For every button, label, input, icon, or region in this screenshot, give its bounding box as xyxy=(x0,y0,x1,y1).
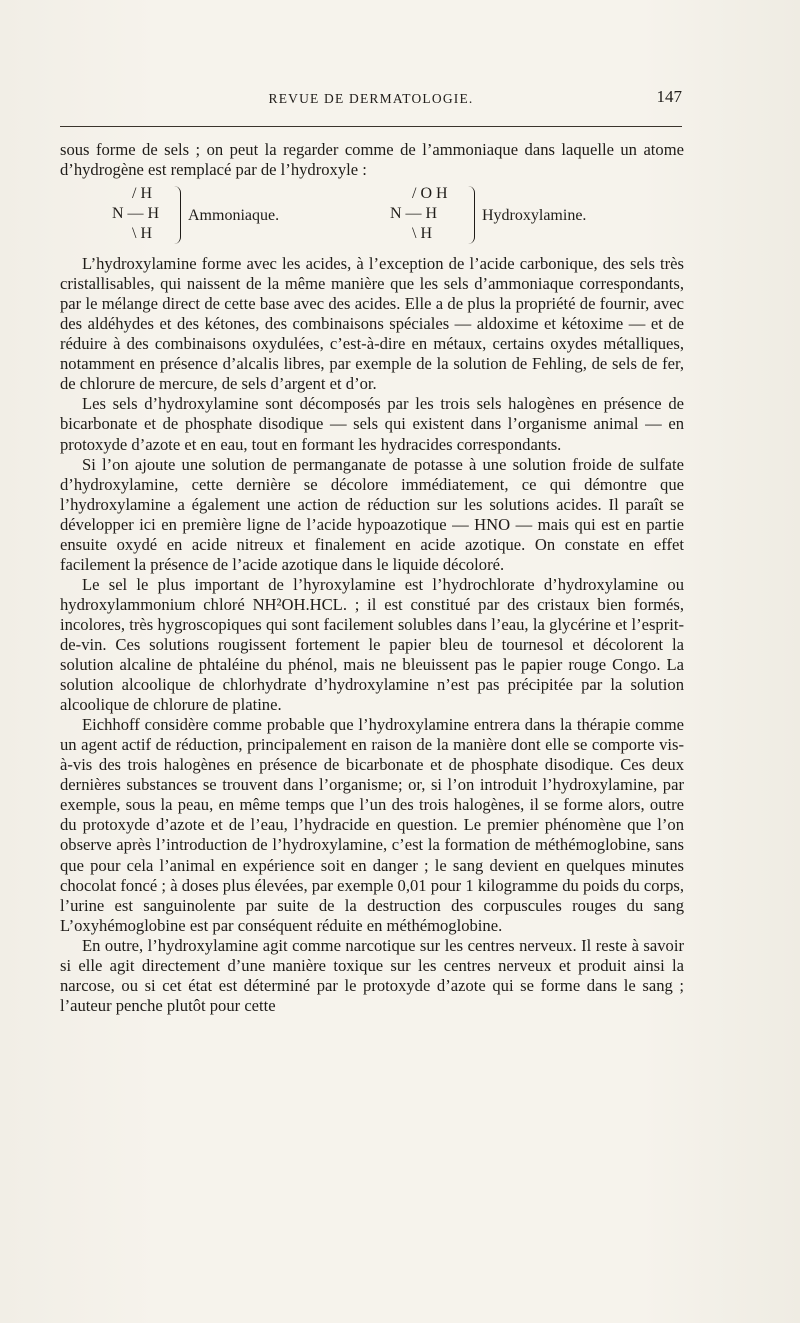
paragraph-halogens: Les sels d’hydroxylamine sont décomposés par les trois sels halogènes en présence de bicarbonate et de phosphate disodique — sels qui existent dans l’organisme animal — en protoxyde d’azote et en eau, tout en formant les hydracides correspondants. xyxy=(60,394,684,454)
paragraph-permanganate: Si l’on ajoute une solution de permanganate de potasse à une solution froide de sulfate d’hydroxylamine, cette dernière se décolore immédiatement, ce qui démontre que l’hydroxylamine a également une action de réduction sur les solutions acides. Il paraît se développer ici en première ligne de l’acide hypoazotique — HNO — mais qui est en partie ensuite oxydé en acide nitreux et finalement en acide azotique. On constate en effet facilement la présence de l’acide azotique dans le liquide décoloré. xyxy=(60,454,684,574)
formula-row xyxy=(60,184,684,252)
paragraph-hydrochlorate: Le sel le plus important de l’hyroxylamine est l’hydrochlorate d’hydroxylamine ou hydroxylammonium chloré NH²OH.HCL. ; il est constitué par des cristaux bien formés, incolores, très hygroscopiques qui sont facilement solubles dans l’eau, la glycérine et l’esprit-de-vin. Ces solutions rougissent fortement le papier bleu de tournesol et décolorent la solution alcaline de phtaléine du phénol, mais ne bleuissent pas le papier rouge Congo. La solution alcoolique de chlorhydrate d’hydroxylamine n’est pas précipitée par la solution alcoolique de chlorure de platine. xyxy=(60,574,684,715)
ammonia-line-1: / H xyxy=(132,185,152,203)
ammonia-brace xyxy=(174,186,181,244)
page-header xyxy=(60,86,682,116)
hydroxylamine-brace xyxy=(468,186,475,244)
hydroxylamine-name: Hydroxylamine. xyxy=(482,207,587,225)
body-text xyxy=(60,140,684,1016)
hydroxylamine-line-1: / O H xyxy=(412,185,448,203)
ammonia-formula xyxy=(112,184,332,250)
ammonia-line-3: \ H xyxy=(132,225,152,243)
ammonia-line-2: N — H xyxy=(112,205,160,223)
paragraph-reduction: L’hydroxylamine forme avec les acides, à l’exception de l’acide carbonique, des sels très cristallisables, qui naissent de la même manière que les sels d’ammoniaque correspondants, par le mélange direct de cette base avec des acides. Elle a de plus la propriété de fournir, avec des aldéhydes et des kétones, des combinaisons spéciales — aldoxime et kétoxime — et de réduire à des combinaisons oxydulées, c’est-à-dire en métaux, certains oxydes métalliques, notamment en présence d’alcalis libres, par exemple de la solution de Fehling, de sels de fer, de chlorure de mercure, de sels d’argent et d’or. xyxy=(60,254,684,394)
header-rule xyxy=(60,126,682,127)
page-number: 147 xyxy=(656,87,682,106)
ammonia-name: Ammoniaque. xyxy=(188,207,280,225)
intro-paragraph: sous forme de sels ; on peut la regarder comme de l’ammoniaque dans laquelle un atome d’hydrogène est remplacé par de l’hydroxyle : xyxy=(60,140,684,180)
running-title: REVUE DE DERMATOLOGIE. xyxy=(268,91,474,106)
hydroxylamine-line-3: \ H xyxy=(412,225,432,243)
hydroxylamine-line-2: N — H xyxy=(390,205,438,223)
paragraph-eichhoff: Eichhoff considère comme probable que l’hydroxylamine entrera dans la thérapie comme un agent actif de réduction, principalement en raison de la manière dont elle se comporte vis-à-vis des trois halogènes en présence de bicarbonate et de phosphate disodique. Ces deux dernières substances se trouvent dans l’organisme; or, si l’on introduit l’hydroxylamine, par exemple, sous la peau, en même temps que l’un des trois halogènes, il se forme alors, outre du protoxyde d’azote et de l’eau, l’hydracide en question. Le premier phénomène que l’on observe après l’introduction de l’hydroxylamine, c’est la formation de méthémoglobine, sans que pour cela l’animal en expérience soit en danger ; le sang devient en quelques minutes chocolat foncé ; à doses plus élevées, par exemple 0,01 pour 1 kilogramme du poids du corps, l’urine est sanguinolente par suite de la destruction des corpuscules rouges du sang L’oxyhémoglobine est par conséquent réduite en méthémoglobine. xyxy=(60,715,684,935)
hydroxylamine-formula xyxy=(390,184,680,250)
paragraph-narcotic: En outre, l’hydroxylamine agit comme narcotique sur les centres nerveux. Il reste à savoir si elle agit directement d’une manière toxique sur les centres nerveux et produit ainsi la narcose, ou si cet état est déterminé par le protoxyde d’azote qui se forme dans le sang ; l’auteur penche plutôt pour cette xyxy=(60,935,684,1015)
